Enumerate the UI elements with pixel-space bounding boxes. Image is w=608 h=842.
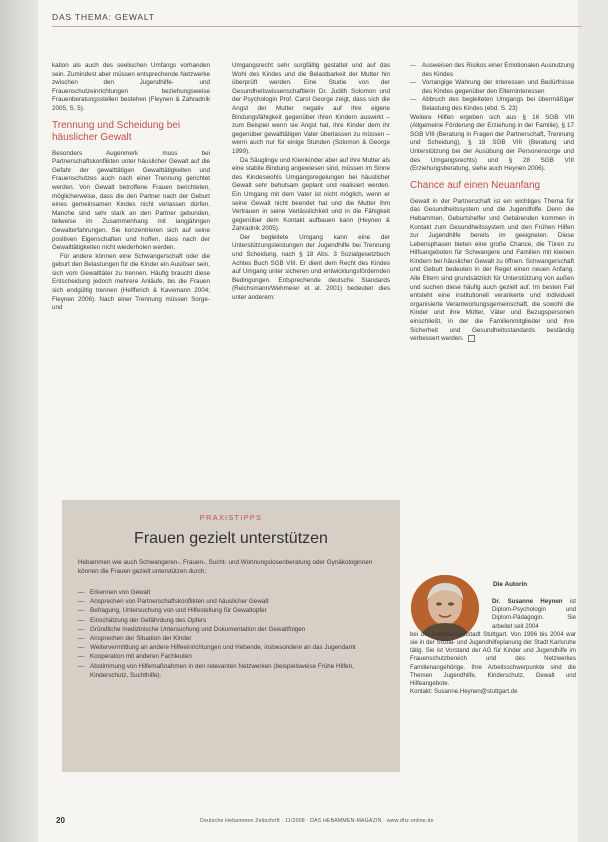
box-title: Frauen gezielt unterstützen xyxy=(134,530,328,547)
column-3 xyxy=(410,62,574,344)
col3-heading: Chance auf einen Neuanfang xyxy=(410,179,541,191)
col3-list-item: — Vorrangige Wahrung der Interessen und Bedürfnisse des Kindes gegenüber den Elterninteressen xyxy=(410,79,574,96)
box-list-item: — Weitervermittlung an andere Hilfeeinrichtungen und Hebende, insbesondere an das Jugendamt xyxy=(78,643,388,652)
box-category: PRAXISTIPPS xyxy=(199,513,263,522)
box-list-item: — Gründliche medizinische Untersuchung und Dokumentation der Gewaltfolgen xyxy=(78,625,388,634)
col2-paragraph-1: Umgangsrecht sehr sorgfältig gestaltet und auf das Wohl des Kindes und die Belastbarkeit der Mutter hin überprüft werden. Eine Studie von der Gesundheitswissenschaftlerin Dr. Judith Solomon und der Psychologin Prof. Carol George zeigt, dass sich die Angst der Mutter negativ auf ihre eigene Bindungsfähigkeit gegenüber ihren Kindern auswirkt – zum Beispiel wenn sie Angst hat, ihre Kinder dem ihr gegenüber gewalttätigen Vater überlassen zu müssen – wenn auch nur für einige Stunden (Solomon & George 1999). xyxy=(232,62,390,155)
author-bio-top-text: ist Diplom-Psychologin und Diplom-Pädagogin. Sie arbeitet seit 2004 xyxy=(492,598,576,630)
box-list-item: — Ansprechen von Partnerschaftskonflikten und häuslicher Gewalt xyxy=(78,597,388,606)
box-list-item: — Kooperation mit anderen Fachleuten xyxy=(78,652,388,661)
col3-list xyxy=(410,62,574,114)
col1-paragraph-3: Für andere können eine Schwangerschaft oder die geburt den Belastungen für die Kinder ein Auslöser sein, sich vom Gewalttäter zu trennen. Häufig braucht diese Entscheidung jedoch mehrere Anläufe, bis die Frauen sich endgültig trennen (Helfferich & Kavemann 2004; Fleynen 2006). Nach einer Trennung müssen Sorge- und xyxy=(52,252,210,312)
header-rule xyxy=(52,26,582,27)
box-list-item: — Erkennen von Gewalt xyxy=(78,588,388,597)
author-bio-top xyxy=(492,598,576,631)
col3-list-item: — Ausweisen des Risikos einer Emotionalen Ausnutzung des Kindes xyxy=(410,62,574,79)
page-shadow xyxy=(0,0,38,842)
column-1 xyxy=(52,62,210,313)
col1-paragraph-1: kation als auch des seelischen Umfangs vorhanden sein. Zumindest aber müssen entsprechende Netzwerke zwischen den Jugendhilfe- und Frauenschutzeinrichtungen beziehungsweise Frauenberatungsstellen bestehen (Fleynen & Zahradnik 2005, S. 5). xyxy=(52,62,210,112)
author-bio xyxy=(410,598,576,696)
author-bio-rest: bei der Landeshauptstadt Stuttgart. Von 1996 bis 2004 war sie in der Sozial- und Jugendhilfeplanung der Stadt Karlsruhe tätig. Sie ist Vorstand der AG für Kinder und Jugendhilfe im Frauenschutzbereich und des Netzwerkes Familienangehörige. Ihre Arbeitsschwerpunkte sind die Themen Jugendhilfe, Kinderschutz, Gewalt und Hilfeangebote. xyxy=(410,630,576,688)
box-list-item: — Befragung, Untersuchung von und Hilfestellung für Gewaltopfer xyxy=(78,606,388,615)
col3-paragraph-1: Weitere Hilfen ergeben sich aus § 16 SGB VIII (Allgemeine Förderung der Erziehung in der Familie), § 17 SGB VIII (Beratung in Fragen der Partnerschaft, Trennung und Scheidung), § 18 SGB VIII (Beratung und Unterstützung bei der Ausübung der Personensorge und des Umgangsrechts) und § 28 SGB VIII (Erziehungsberatung, siehe auch Heynen 2006). xyxy=(410,113,574,173)
col1-heading: Trennung und Scheidung bei häuslicher Gewalt xyxy=(52,119,181,143)
box-intro: Hebammen wie auch Schwangeren-, Frauen-, Sucht- und Wohnungslosenberatung oder Gynäkologinnen können die Frauen gezielt unterstützen durch: xyxy=(78,559,373,575)
col3-paragraph-2-text: Gewalt in der Partnerschaft ist ein wichtiges Thema für das Gesundheitssystem und die Jugendhilfe. Denn die Hebammen, Geburtshelfer und Gebärenden kommen in Kontakt zum Gesundheitssystem und den Frühen Hilfen zur Jugendhilfe bereits im geeigneten. Diese Lebensphasen bieten eine große Chance, die Türen zu Hilfsangeboten für Schwangere und Familien mit kleinen Kindern bei häuslicher Gewalt zu öffnen. Schwangerschaft und Geburt bedeuten in der Regel einen neuen Anfang. Alle Eltern sind grundsätzlich für Unterstützung von außen und suchen diese häufig auch gezielt auf. Im besten Fall entsteht eine institutionell verankerte und individuell organisierte Verantwortungsgemeinschaft, die sowohl die Kinder und ihre Mütter, Väter und Bezugspersonen einschließt, in der die Familienmitglieder und ihre Sicherheit und Gesundheitsstandards beständig verbessert werden. xyxy=(410,197,574,343)
author-contact: Kontakt: Susanne.Heynen@stuttgart.de xyxy=(410,688,518,696)
footer-reference: Deutsche Hebammen Zeitschrift · 11/2008 · DAS HEBAMMEN-MAGAZIN · www.dhz-online.de xyxy=(200,818,434,824)
box-list xyxy=(78,588,388,680)
page-number: 20 xyxy=(56,816,65,825)
end-mark-icon xyxy=(468,335,475,342)
col3-list-item: — Abbruch des begleiteten Umgangs bei übermäßiger Belastung des Kindes (ebd. S. 23) xyxy=(410,96,574,113)
col2-paragraph-3: Der begleitete Umgang kann eine der Unterstützungsleistungen der Jugendhilfe bei Trennung und Scheidung, nach § 18 Abs. 3 Sozialgesetzbuch Achtes Buch SGB VIII. Er dient dem Recht des Kindes auf Umgang unter sicheren und entwicklungsfördernden Bedingungen. Entsprechende deutsche Standards (Reichsmann/Wehmeier et al. 2001) bedeuten dies unter anderem: xyxy=(232,233,390,302)
col1-paragraph-2: Besonders Augenmerk muss bei Partnerschaftskonflikten unter häuslicher Gewalt auf die Gefahr der gewalttätigen Gewalttätigkeiten und Frauenschutzes auch nach einer Trennung gerichtet werden. Von Gewalt betroffene Frauen berichteten, möglicherweise, dass die den Partner nach der Geburt eines gemeinsamen Kindes nicht verlassen dürfen. Manche sind sehr stark an den Partner gebunden, teilweise im Zusammenhang mit langjährigen Gewalterfahrungen. Sie konzentrieren sich auf seine positiven Eigenschaften und hoffen, dass nach der Gewalttätigkeiten nicht wiederholen werden. xyxy=(52,149,210,252)
col3-paragraph-2 xyxy=(410,198,574,344)
col2-paragraph-2: Da Säuglinge und Kleinkinder aber auf ihre Mutter als eine stabile Bindung angewiesen sind, müssen im Sinne des Kindeswohls Umgangsregelungen bei häuslicher Gewalt sehr behutsam geplant und realisiert werden. Ein Umgang mit dem Vater ist nicht möglich, wenn er seine Gewalt nicht beendet hat und die Mutter ihm Vertrauen in seine Verlässlichkeit und in die Fähigkeit gegenüber dem Kontakt aufbauen kann (Heynen & Zahradnik 2005). xyxy=(232,156,390,233)
box-list-item: — Einschätzung der Gefährdung des Opfers xyxy=(78,616,388,625)
box-list-item: — Abstimmung von Hilfemaßnahmen in den relevanten Netzwerken (beispielsweise Frühe Hilfen, Kinderschutz, Suchthilfe). xyxy=(78,662,388,680)
author-heading: Die Autorin xyxy=(493,581,528,588)
column-2 xyxy=(232,62,390,303)
section-header: DAS THEMA: GEWALT xyxy=(52,12,155,22)
author-name: Dr. Susanne Heynen xyxy=(492,598,563,605)
box-list-item: — Ansprechen der Situation der Kinder xyxy=(78,634,388,643)
